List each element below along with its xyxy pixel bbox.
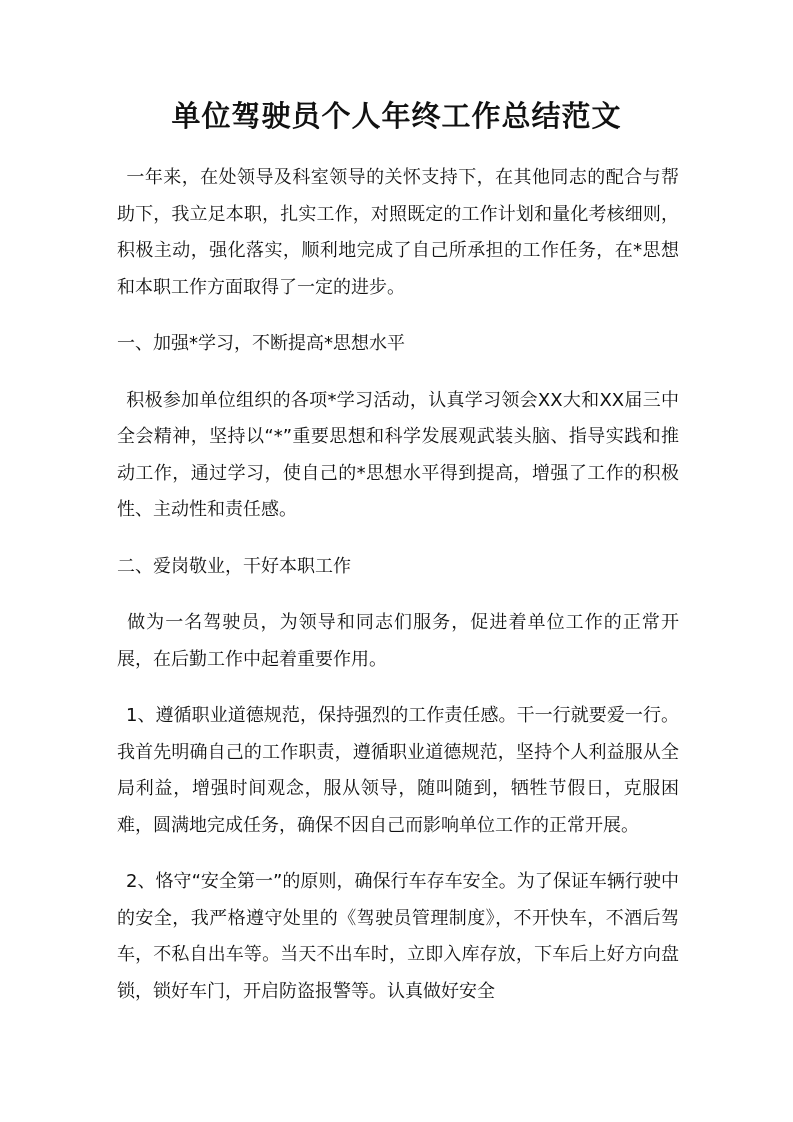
paragraph-study xyxy=(117,383,679,529)
document-body xyxy=(117,160,679,1030)
section-heading-1 xyxy=(117,326,679,363)
paragraph-item-2-text: 2、恪守“安全第一”的原则，确保行车存车安全。为了保证车辆行驶中的安全，我严格遵守处里的《驾驶员管理制度》，不开快车，不酒后驾车，不私自出车等。当天不出车时，立即入库存放，下车后上好方向盘锁，锁好车门，开启防盗报警等。认真做好安全 xyxy=(117,871,679,1002)
paragraph-item-1 xyxy=(117,698,679,844)
section-heading-2 xyxy=(117,549,679,586)
document-title: 单位驾驶员个人年终工作总结范文 xyxy=(171,99,622,133)
section-heading-1-text: 一、加强*学习，不断提高*思想水平 xyxy=(117,333,405,354)
paragraph-driver-role xyxy=(117,605,679,678)
paragraph-driver-role-text: 做为一名驾驶员，为领导和同志们服务，促进着单位工作的正常开展，在后勤工作中起着重要作用。 xyxy=(117,612,679,670)
section-heading-2-text: 二、爱岗敬业，干好本职工作 xyxy=(117,555,351,577)
paragraph-intro-text: 一年来，在处领导及科室领导的关怀支持下，在其他同志的配合与帮助下，我立足本职，扎实工作，对照既定的工作计划和量化考核细则，积极主动，强化落实，顺利地完成了自己所承担的工作任务，在*思想和本职工作方面取得了一定的进步。 xyxy=(117,167,679,298)
paragraph-item-2 xyxy=(117,864,679,1010)
paragraph-item-1-text: 1、遵循职业道德规范，保持强烈的工作责任感。干一行就要爱一行。我首先明确自己的工作职责，遵循职业道德规范，坚持个人利益服从全局利益，增强时间观念，服从领导，随叫随到，牺牲节假日，克服困难，圆满地完成任务，确保不因自己而影响单位工作的正常开展。 xyxy=(117,705,679,836)
paragraph-study-text: 积极参加单位组织的各项*学习活动，认真学习领会XX大和XX届三中全会精神，坚持以“*”重要思想和科学发展观武装头脑、指导实践和推动工作，通过学习，使自己的*思想水平得到提高，增强了工作的积极性、主动性和责任感。 xyxy=(117,389,679,520)
paragraph-intro xyxy=(117,160,679,306)
